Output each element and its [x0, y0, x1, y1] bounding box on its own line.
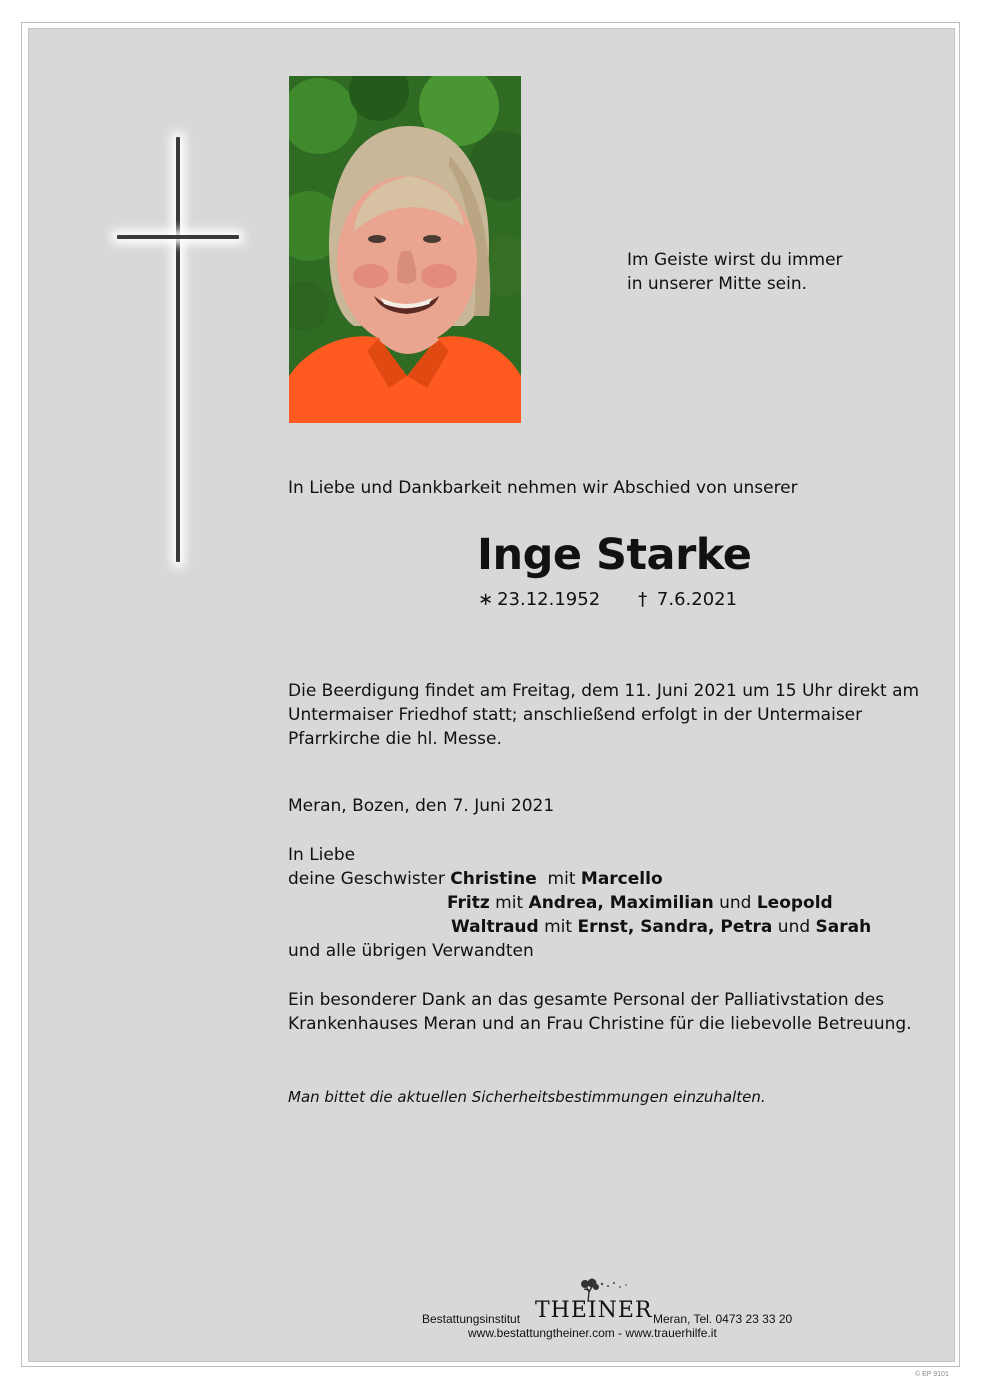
sibling-name: Fritz — [447, 893, 490, 913]
thanks-line-1: Ein besonderer Dank an das gesamte Personal der Palliativstation des — [288, 990, 885, 1010]
funeral-line-1: Die Beerdigung findet am Freitag, dem 11. Juni 2021 um 15 Uhr direkt am — [288, 681, 920, 701]
sibling-name: Christine — [450, 869, 537, 889]
mourners-line-5: und alle übrigen Verwandten — [288, 941, 534, 961]
partner-name: Marcello — [580, 869, 663, 889]
death-cross-icon: † — [638, 589, 648, 610]
mourners-line-4: Waltraud mit Ernst, Sandra, Petra und Sarah — [451, 917, 872, 937]
child-name: Sarah — [815, 917, 872, 937]
portrait-illustration — [289, 76, 521, 423]
footer-websites: www.bestattungtheiner.com - www.trauerhilfe.it — [468, 1326, 717, 1340]
children-names: Ernst, Sandra, Petra — [577, 917, 773, 937]
children-names: Andrea, Maximilian — [528, 893, 714, 913]
mourners-line-1: In Liebe — [288, 845, 356, 865]
mourners — [288, 843, 871, 963]
mourners-line-2: deine Geschwister Christine mit Marcello — [288, 869, 663, 889]
place-date: Meran, Bozen, den 7. Juni 2021 — [288, 796, 555, 816]
death-date: 7.6.2021 — [656, 589, 738, 610]
footer-prefix: Bestattungsinstitut — [422, 1312, 521, 1326]
brand-logo-text: THEINER — [535, 1298, 653, 1323]
birth-star-icon: ∗ — [478, 589, 494, 610]
child-name: Leopold — [756, 893, 833, 913]
funeral-line-2: Untermaiser Friedhof statt; anschließend erfolgt in der Untermaiser — [288, 705, 863, 725]
funeral-details — [288, 679, 919, 751]
mourners-line-3: Fritz mit Andrea, Maximilian und Leopold — [447, 893, 833, 913]
intro-text: In Liebe und Dankbarkeit nehmen wir Abschied von unserer — [288, 478, 798, 498]
cross-vertical-bar — [176, 137, 180, 562]
deceased-name: Inge Starke — [477, 530, 752, 580]
portrait-photo — [289, 76, 521, 423]
cross-horizontal-bar — [117, 235, 239, 239]
funeral-line-3: Pfarrkirche die hl. Messe. — [288, 729, 502, 749]
thanks-text — [288, 988, 912, 1036]
life-dates — [478, 588, 737, 612]
quote-line-1: Im Geiste wirst du immer — [627, 250, 843, 270]
quote-line-2: in unserer Mitte sein. — [627, 274, 808, 294]
safety-note: Man bittet die aktuellen Sicherheitsbestimmungen einzuhalten. — [288, 1088, 766, 1106]
document-code: © EP 9101 — [915, 1371, 949, 1378]
footer-contact: Meran, Tel. 0473 23 33 20 — [653, 1312, 793, 1326]
birth-date: 23.12.1952 — [497, 589, 601, 610]
thanks-line-2: Krankenhauses Meran und an Frau Christine für die liebevolle Betreuung. — [288, 1014, 912, 1034]
quote — [627, 248, 843, 296]
sibling-name: Waltraud — [451, 917, 539, 937]
